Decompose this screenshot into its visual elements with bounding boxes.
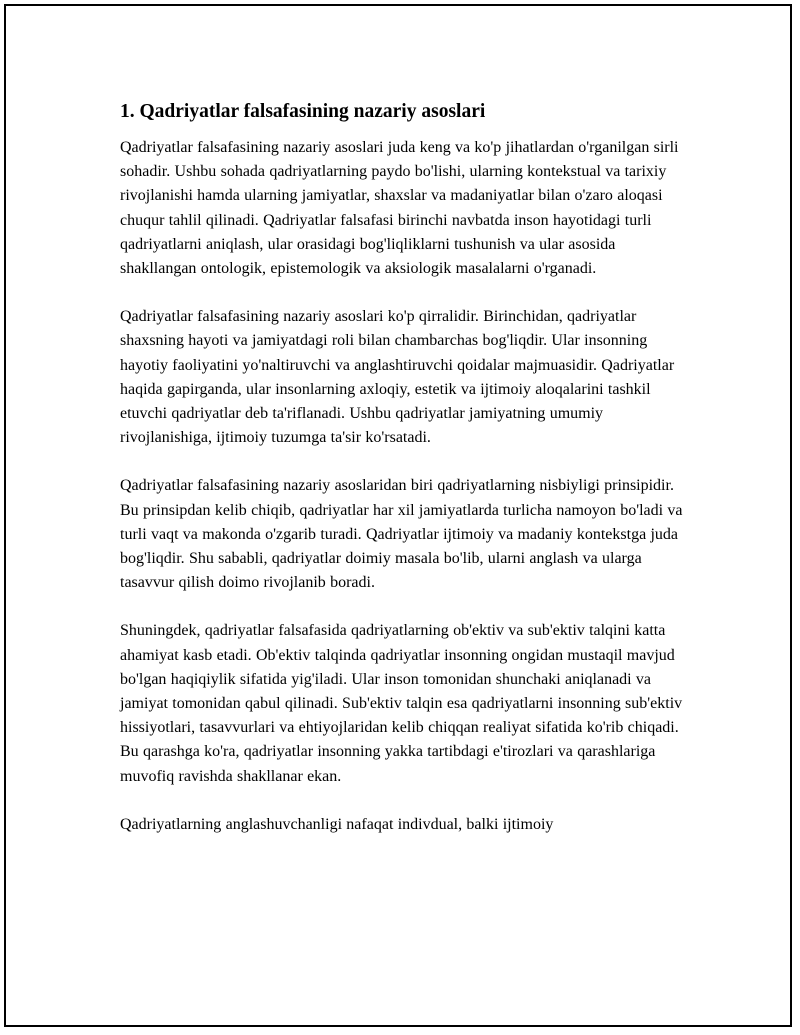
paragraph-2: Qadriyatlar falsafasining nazariy asoslari ko'p qirralidir. Birinchidan, qadriyatlar shaxsning hayoti va jamiyatdagi roli bilan chambarchas bog'liqdir. Ular insonning hayotiy faoliyatini yo'naltiruvchi va anglashtiruvchi qoidalar majmuasidir. Qadriyatlar haqida gapirganda, ular insonlarning axloqiy, estetik va ijtimoiy aloqalarini tashkil etuvchi qadriyatlar deb ta'riflanadi. Ushbu qadriyatlar jamiyatning umumiy rivojlanishiga, ijtimoiy tuzumga ta'sir ko'rsatadi.	[120, 308, 675, 447]
paragraph-3: Qadriyatlar falsafasining nazariy asoslaridan biri qadriyatlarning nisbiyligi prinsipidir. Bu prinsipdan kelib chiqib, qadriyatlar har xil jamiyatlarda turlicha namoyon bo'ladi va turli vaqt va makonda o'zgarib turadi. Qadriyatlar ijtimoiy va madaniy kontekstga juda bog'liqdir. Shu sababli, qadriyatlar doimiy masala bo'lib, ularni anglash va ularga tasavvur qilish doimo rivojlanib boradi.	[120, 477, 683, 592]
paragraph-5: Qadriyatlarning anglashuvchanligi nafaqat indivdual, balki ijtimoiy	[120, 815, 554, 833]
document-body	[120, 98, 690, 837]
paragraph-1: Qadriyatlar falsafasining nazariy asoslari juda keng va ko'p jihatlardan o'rganilgan sirli sohadir. Ushbu sohada qadriyatlarning paydo bo'lishi, ularning kontekstual va tarixiy rivojlanishi hamda ularning jamiyatlar, shaxslar va madaniyatlar bilan o'zaro aloqasi chuqur tahlil qilinadi. Qadriyatlar falsafasi birinchi navbatda inson hayotidagi turli qadriyatlarni aniqlash, ular orasidagi bog'liqliklarni tushunish va ular asosida shakllangan ontologik, epistemologik va aksiologik masalalarni o'rganadi.	[120, 139, 679, 278]
section-title: 1. Qadriyatlar falsafasining nazariy asoslari	[120, 101, 486, 122]
page-frame	[4, 4, 792, 1027]
paragraph-4: Shuningdek, qadriyatlar falsafasida qadriyatlarning ob'ektiv va sub'ektiv talqini katta ahamiyat kasb etadi. Ob'ektiv talqinda qadriyatlar insonning ongidan mustaqil mavjud bo'lgan haqiqiylik sifatida yig'iladi. Ular inson tomonidan shunchaki aniqlanadi va jamiyat tomonidan qabul qilinadi. Sub'ektiv talqin esa qadriyatlarni insonning sub'ektiv hissiyotlari, tasavvurlari va ehtiyojlaridan kelib chiqqan realiyat sifatida ko'rib chiqadi. Bu qarashga ko'ra, qadriyatlar insonning yakka tartibdagi e'tirozlari va qarashlariga muvofiq ravishda shakllanar ekan.	[120, 622, 683, 785]
